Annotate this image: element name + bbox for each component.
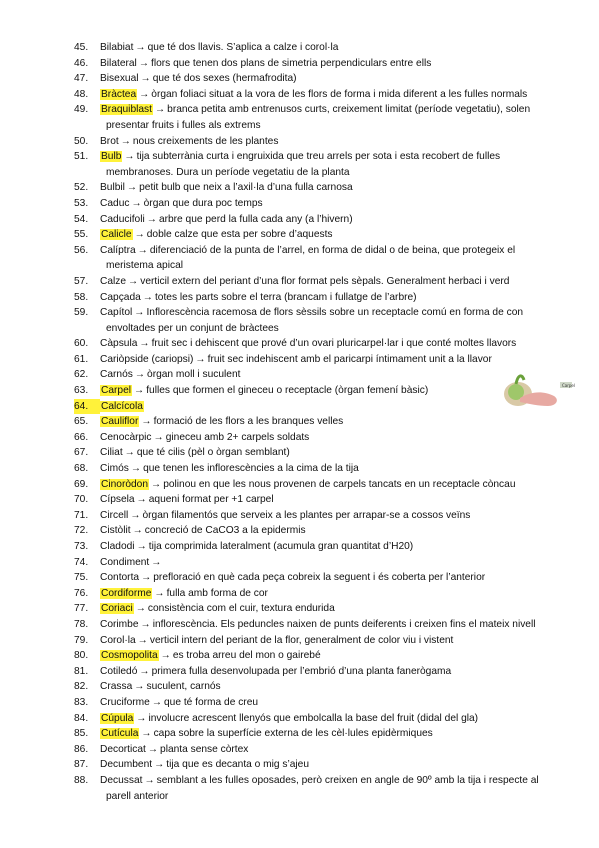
item-term: Coriaci	[101, 603, 133, 615]
item-body	[100, 134, 544, 150]
item-definition: Inflorescència racemosa de flors sèssils sobre un receptacle comú en forma de con	[146, 307, 524, 319]
glossary-item	[74, 695, 544, 711]
item-definition: capa sobre la superfície externa de les cèl·lules epidèrmiques	[153, 728, 433, 740]
item-body	[100, 149, 544, 180]
glossary-item	[74, 352, 544, 368]
item-body	[100, 290, 544, 306]
arrow-icon: →	[134, 307, 145, 319]
item-body	[100, 383, 544, 399]
figure-label: Carpel	[562, 383, 575, 388]
item-body	[100, 87, 544, 103]
item-body	[100, 601, 544, 617]
item-body	[100, 305, 544, 336]
item-body	[100, 461, 544, 477]
item-term: Brot	[100, 135, 119, 147]
glossary-item	[74, 274, 544, 290]
item-body	[100, 430, 544, 446]
item-body	[100, 711, 544, 727]
item-number: 46.	[74, 57, 89, 69]
item-body	[100, 555, 544, 571]
item-number: 67.	[74, 447, 89, 459]
item-number: 80.	[74, 650, 89, 662]
item-term: Calcícola	[101, 400, 143, 412]
item-term: Condiment	[100, 556, 150, 568]
arrow-icon: →	[138, 57, 149, 69]
item-body	[100, 243, 544, 274]
item-term: Cutícula	[101, 728, 139, 740]
item-body	[100, 726, 544, 742]
item-number: 69.	[74, 478, 89, 490]
item-term: Capçada	[100, 291, 141, 303]
item-definition: suculent, carnós	[146, 681, 221, 693]
arrow-icon: →	[131, 197, 142, 209]
glossary-item	[74, 555, 544, 571]
arrow-icon: →	[151, 478, 162, 490]
item-definition: òrgan que dura poc temps	[143, 197, 263, 209]
item-definition: fruit sec i dehiscent que prové d’un ovari pluricarpel·lar i que conté moltes llavors	[151, 338, 517, 350]
glossary-item	[74, 726, 544, 742]
item-number: 83.	[74, 696, 89, 708]
glossary-item	[74, 149, 544, 180]
arrow-icon: →	[141, 572, 152, 584]
item-definition: doble calze que esta per sobre d’aquests	[146, 229, 333, 241]
item-definition-continuation: meristema apical	[106, 260, 183, 272]
item-definition: es troba arreu del mon o gairebé	[172, 650, 321, 662]
glossary-list	[74, 40, 544, 804]
item-number: 60.	[74, 338, 89, 350]
arrow-icon: →	[139, 88, 150, 100]
item-term: Ciliat	[100, 447, 123, 459]
glossary-item	[74, 305, 544, 336]
item-definition: que té dos llavis. S’aplica a calze i corol·la	[147, 42, 339, 53]
item-number: 81.	[74, 665, 89, 677]
glossary-item	[74, 523, 544, 539]
item-body	[100, 367, 544, 383]
item-number: 79.	[74, 634, 89, 646]
item-definition: flors que tenen dos plans de simetria perpendiculars entre ells	[151, 57, 432, 69]
item-body	[100, 477, 544, 493]
item-number: 54.	[74, 213, 89, 225]
glossary-item	[74, 430, 544, 446]
item-term: Bilabiat	[100, 42, 134, 53]
glossary-item	[74, 383, 544, 399]
item-term: Cúpula	[101, 712, 134, 724]
item-number: 73.	[74, 541, 89, 552]
arrow-icon: →	[154, 759, 165, 771]
glossary-item	[74, 196, 544, 212]
item-term: Cenocàrpic	[100, 431, 152, 443]
glossary-item	[74, 633, 544, 649]
item-number: 55.	[74, 229, 89, 241]
item-term: Cruciforme	[100, 696, 150, 708]
item-number: 78.	[74, 618, 89, 630]
item-number: 70.	[74, 494, 89, 506]
glossary-item	[74, 773, 544, 804]
arrow-icon: →	[134, 369, 146, 381]
item-term: Decumbent	[100, 759, 153, 771]
arrow-icon: →	[141, 728, 152, 740]
item-number: 62.	[74, 369, 89, 381]
item-term: Càpsula	[100, 338, 138, 350]
item-term: Cariòpside (cariopsi)	[100, 353, 194, 365]
item-definition: gineceu amb 2+ carpels soldats	[165, 431, 310, 443]
item-definition: concreció de CaCO3 a la epidermis	[144, 525, 306, 537]
arrow-icon: →	[128, 275, 139, 287]
item-body	[100, 274, 544, 290]
arrow-icon: →	[146, 213, 157, 225]
arrow-icon: →	[124, 151, 135, 163]
item-body	[100, 212, 544, 228]
item-definition: òrgan filamentós que serveix a les plantes per arrapar-se a cossos veïns	[142, 509, 471, 521]
glossary-item	[74, 243, 544, 274]
item-term: Braquiblast	[101, 104, 152, 116]
item-term: Cosmopolita	[101, 650, 158, 662]
arrow-icon: →	[137, 634, 148, 646]
arrow-icon: →	[126, 182, 138, 194]
item-term: Corol·la	[100, 634, 136, 646]
glossary-item	[74, 711, 544, 727]
item-number: 58.	[74, 291, 89, 303]
glossary-item	[74, 601, 544, 617]
item-definition: semblant a les fulles oposades, però creixen en angle de 90º amb la tija i respecte al	[156, 774, 539, 786]
item-term: Cípsela	[100, 494, 135, 506]
item-definition: tija subterrània curta i engruixida que treu arrels per sota i esta recobert de fulles	[136, 151, 501, 163]
item-number: 86.	[74, 743, 89, 755]
glossary-item	[74, 180, 544, 196]
item-definition: aqueni format per +1 carpel	[148, 494, 274, 506]
glossary-item	[74, 492, 544, 508]
arrow-icon: →	[141, 416, 152, 428]
item-term: Calíptra	[100, 244, 136, 256]
item-term: Bràctea	[101, 88, 137, 100]
item-term: Decorticat	[100, 743, 146, 755]
item-body	[100, 664, 544, 680]
item-term: Caducifoli	[100, 213, 145, 225]
glossary-item	[74, 212, 544, 228]
glossary-item	[74, 290, 544, 306]
glossary-item	[74, 570, 544, 586]
item-number: 49.	[74, 104, 89, 116]
item-definition: tija que es decanta o mig s’ajeu	[166, 759, 310, 771]
arrow-icon: →	[140, 618, 151, 630]
item-term: Bisexual	[100, 73, 139, 85]
item-term: Circell	[100, 509, 129, 521]
glossary-item	[74, 445, 544, 461]
item-number: 71.	[74, 509, 89, 521]
item-body	[100, 695, 544, 711]
item-number: 61.	[74, 353, 89, 365]
item-term: Calicle	[101, 229, 132, 241]
item-number: 87.	[74, 759, 89, 771]
arrow-icon: →	[120, 135, 131, 147]
item-body	[100, 227, 544, 243]
item-body	[100, 336, 544, 352]
arrow-icon: →	[195, 353, 206, 365]
glossary-item	[74, 56, 544, 72]
item-definition: tija comprimida lateralment (acumula gran quantitat d’H20)	[148, 541, 414, 552]
item-body	[100, 180, 544, 196]
arrow-icon: →	[132, 525, 143, 537]
item-definition: petit bulb que neix a l’axil·la d’una fulla carnosa	[139, 182, 353, 194]
item-definition: verticil intern del periant de la flor, generalment de color viu i vistent	[149, 634, 454, 646]
item-body	[100, 40, 544, 56]
glossary-item	[74, 664, 544, 680]
item-number: 59.	[74, 307, 89, 319]
item-term: Cordiforme	[101, 587, 152, 599]
item-body	[100, 539, 544, 555]
item-term: Cimós	[100, 463, 129, 475]
arrow-icon: →	[135, 603, 146, 615]
item-term: Contorta	[100, 572, 140, 584]
arrow-icon: →	[160, 650, 171, 662]
item-body	[100, 399, 544, 415]
item-number: 47.	[74, 73, 89, 85]
arrow-icon: →	[151, 556, 162, 568]
item-number: 51.	[74, 151, 89, 163]
item-definition: fulla amb forma de cor	[166, 587, 268, 599]
item-definition: formació de les flors a les branques velles	[153, 416, 344, 428]
item-term: Carnós	[100, 369, 133, 381]
item-definition: diferenciació de la punta de l’arrel, en forma de didal o de beina, que protegeix el	[149, 244, 516, 256]
item-number: 45.	[74, 42, 89, 53]
item-body	[100, 586, 544, 602]
glossary-item	[74, 477, 544, 493]
item-number: 72.	[74, 525, 89, 537]
item-term: Decussat	[100, 774, 143, 786]
item-body	[100, 414, 544, 430]
arrow-icon: →	[124, 447, 135, 459]
item-body	[100, 56, 544, 72]
item-definition: involucre acrescent llenyós que embolcalla la base del fruit (didal del gla)	[148, 712, 479, 724]
arrow-icon: →	[130, 509, 141, 521]
item-number: 65.	[74, 416, 89, 428]
item-body	[100, 742, 544, 758]
item-term: Cladodi	[100, 541, 135, 552]
item-definition: fulles que formen el gineceu o receptacle (òrgan femení bàsic)	[146, 385, 429, 397]
arrow-icon: →	[153, 431, 164, 443]
item-body	[100, 508, 544, 524]
item-term: Cauliflor	[101, 416, 139, 428]
item-definition-continuation: presentar fruits i fulles als extrems	[106, 119, 261, 131]
item-number: 85.	[74, 728, 89, 740]
arrow-icon: →	[142, 291, 153, 303]
item-number: 50.	[74, 135, 89, 147]
arrow-icon: →	[147, 743, 159, 755]
item-body	[100, 102, 544, 133]
item-number: 63.	[74, 385, 89, 397]
item-body	[100, 570, 544, 586]
item-definition: prefloració en què cada peça cobreix la seguent i és coberta per l’anterior	[153, 572, 486, 584]
item-number: 77.	[74, 603, 89, 615]
item-term: Crassa	[100, 681, 133, 693]
item-definition: polinou en que les nous provenen de carpels tancats en un receptacle còncau	[163, 478, 516, 490]
item-body	[100, 445, 544, 461]
item-term: Bilateral	[100, 57, 137, 69]
arrow-icon: →	[144, 774, 155, 786]
arrow-icon: →	[139, 338, 150, 350]
item-term: Cinoròdon	[101, 478, 149, 490]
item-number: 75.	[74, 572, 89, 584]
glossary-item	[74, 757, 544, 773]
item-body	[100, 352, 544, 368]
item-term: Corimbe	[100, 618, 139, 630]
item-term: Cistòlit	[100, 525, 131, 537]
item-definition-continuation: membranoses. Dura un període vegetatiu de la planta	[106, 166, 350, 178]
item-definition: inflorescència. Els peduncles naixen de punts deiferents i creixen fins el mateix nivell	[152, 618, 536, 630]
arrow-icon: →	[154, 104, 166, 116]
item-definition: nous creixements de les plantes	[132, 135, 279, 147]
glossary-item	[74, 617, 544, 633]
glossary-item	[74, 586, 544, 602]
glossary-item	[74, 134, 544, 150]
item-definition: fruit sec indehiscent amb el paricarpi íntimament unit a la llavor	[207, 353, 492, 365]
item-body	[100, 196, 544, 212]
glossary-item	[74, 742, 544, 758]
item-body	[100, 757, 544, 773]
item-number: 53.	[74, 197, 89, 209]
item-term: Caduc	[100, 197, 130, 209]
item-definition: que té dos sexes (hermafrodita)	[152, 73, 297, 85]
arrow-icon: →	[134, 385, 145, 397]
glossary-item	[74, 336, 544, 352]
item-term: Carpel	[101, 385, 132, 397]
item-number: 82.	[74, 681, 89, 693]
arrow-icon: →	[134, 681, 145, 693]
glossary-item	[74, 227, 544, 243]
item-number: 64.	[74, 399, 100, 415]
glossary-item	[74, 40, 544, 56]
item-definition: òrgan moll i suculent	[147, 369, 241, 381]
item-body	[100, 617, 544, 633]
glossary-item	[74, 71, 544, 87]
item-definition: planta sense còrtex	[160, 743, 249, 755]
item-body	[100, 648, 544, 664]
arrow-icon: →	[151, 696, 163, 708]
item-definition: òrgan foliaci situat a la vora de les flors de forma i mida diferent a les fulles normals	[151, 88, 528, 100]
item-body	[100, 492, 544, 508]
item-number: 88.	[74, 774, 89, 786]
item-definition-continuation: envoltades per un conjunt de bràctees	[106, 322, 279, 334]
glossary-item	[74, 87, 544, 103]
arrow-icon: →	[134, 229, 145, 241]
glossary-item	[74, 648, 544, 664]
item-number: 52.	[74, 182, 89, 194]
item-definition: primera fulla desenvolupada per l’embrió d’una planta fanerògama	[151, 665, 452, 677]
item-number: 66.	[74, 431, 89, 443]
arrow-icon: →	[136, 541, 147, 552]
item-body	[100, 773, 544, 804]
item-number: 84.	[74, 712, 89, 724]
arrow-icon: →	[139, 665, 150, 677]
glossary-item	[74, 414, 544, 430]
item-definition: que té cilis (pèl o òrgan semblant)	[136, 447, 290, 459]
arrow-icon: →	[135, 42, 146, 53]
item-body	[100, 523, 544, 539]
item-definition: branca petita amb entrenusos curts, creixement limitat (període vegetatiu), solen	[167, 104, 531, 116]
carpel-illustration-icon	[496, 372, 576, 412]
glossary-item	[74, 399, 544, 415]
item-number: 57.	[74, 275, 89, 287]
item-definition: totes les parts sobre el terra (brancam i fullatge de l’arbre)	[154, 291, 417, 303]
arrow-icon: →	[130, 463, 142, 475]
item-term: Calze	[100, 275, 127, 287]
glossary-item	[74, 367, 544, 383]
item-definition: arbre que perd la fulla cada any (a l’hivern)	[158, 213, 353, 225]
glossary-item	[74, 679, 544, 695]
item-term: Cotiledó	[100, 665, 138, 677]
arrow-icon: →	[154, 587, 165, 599]
arrow-icon: →	[136, 712, 147, 724]
glossary-item	[74, 102, 544, 133]
item-term: Bulb	[101, 151, 122, 163]
glossary-item	[74, 508, 544, 524]
arrow-icon: →	[137, 244, 148, 256]
arrow-icon: →	[136, 494, 147, 506]
item-term: Bulbil	[100, 182, 125, 194]
item-number: 48.	[74, 88, 89, 100]
item-definition: que té forma de creu	[164, 696, 259, 708]
arrow-icon: →	[140, 73, 151, 85]
item-number: 56.	[74, 244, 89, 256]
item-definition: verticil extern del periant d’una flor format pels sèpals. Generalment herbaci i verd	[140, 275, 510, 287]
glossary-item	[74, 461, 544, 477]
glossary-item	[74, 539, 544, 555]
item-body	[100, 71, 544, 87]
item-body	[100, 679, 544, 695]
item-definition: consistència com el cuir, textura endurida	[147, 603, 335, 615]
item-definition: que tenen les inflorescències a la cima de la tija	[143, 463, 359, 475]
item-body	[100, 633, 544, 649]
item-term: Capítol	[100, 307, 133, 319]
item-number: 74.	[74, 556, 89, 568]
item-definition-continuation: parell anterior	[106, 790, 169, 802]
item-number: 76.	[74, 587, 89, 599]
item-number: 68.	[74, 463, 89, 475]
